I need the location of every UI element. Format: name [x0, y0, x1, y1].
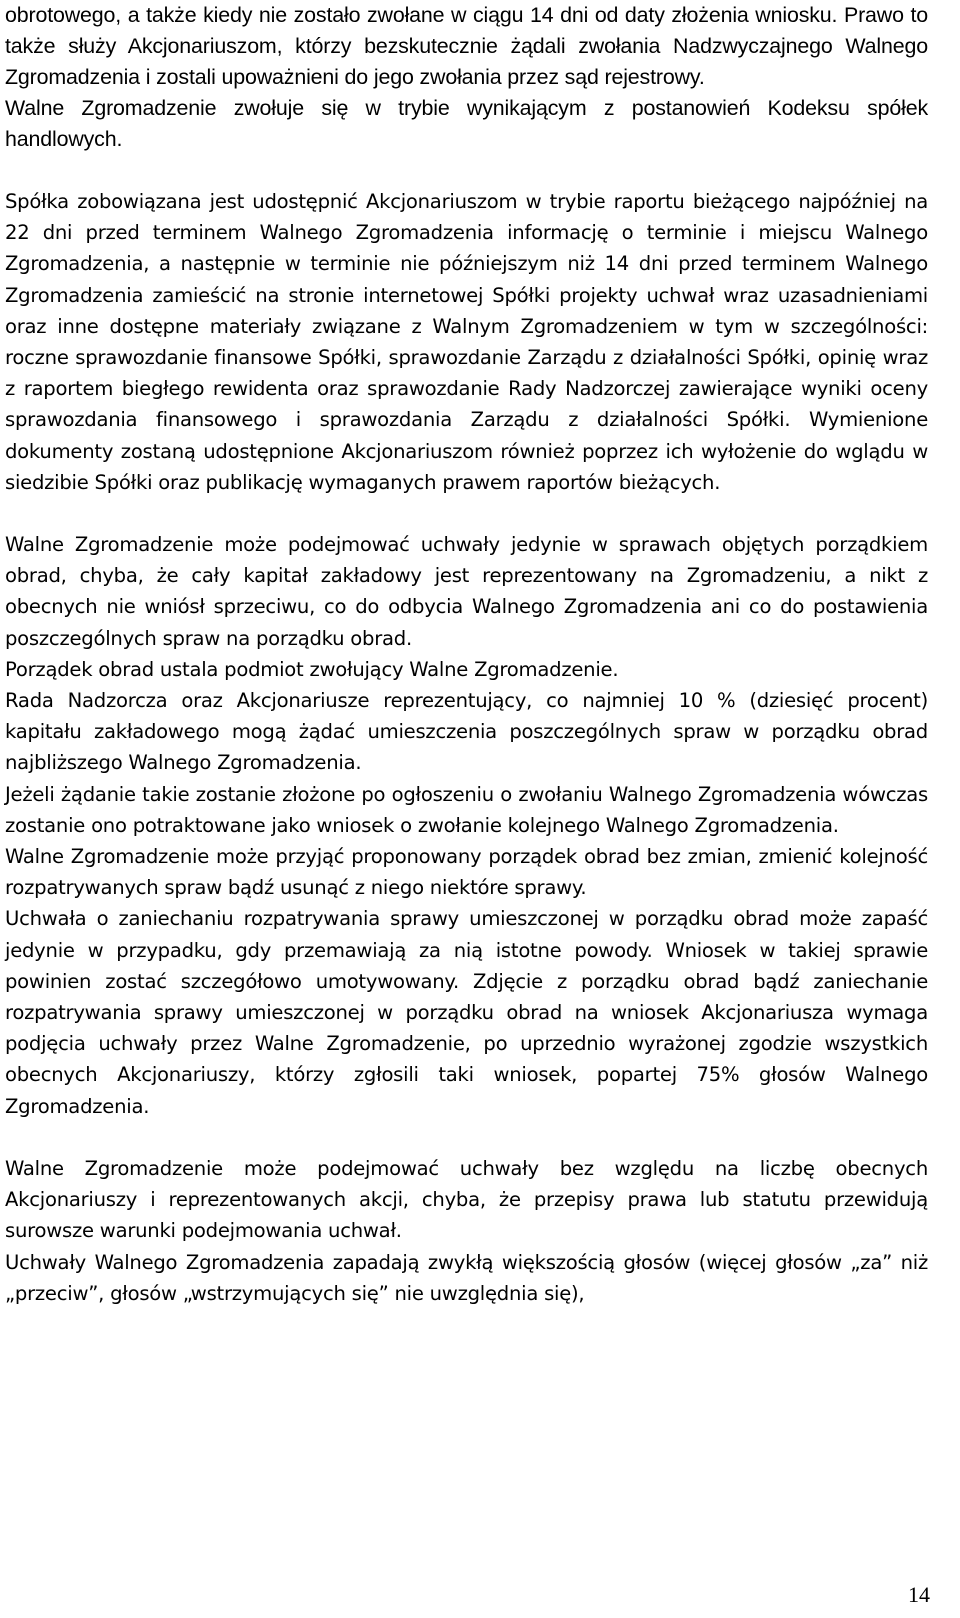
paragraph: obrotowego, a także kiedy nie zostało zwołane w ciągu 14 dni od daty złożenia wniosku. Prawo to także służy Akcjonariuszom, którzy bezskutecznie żądali zwołania Nadzwyczajnego Walnego Zgromadzenia i zostali upoważnieni do jego zwołania przez sąd rejestrowy.	[5, 3, 928, 89]
paragraph: Walne Zgromadzenie może podejmować uchwały bez względu na liczbę obecnych Akcjonariuszy i reprezentowanych akcji, chyba, że przepisy prawa lub statutu przewidują surowsze warunki podejmowania uchwał.	[5, 1156, 928, 1243]
paragraph: Walne Zgromadzenie może przyjąć proponowany porządek obrad bez zmian, zmienić kolejność rozpatrywanych spraw bądź usunąć z niego niektóre sprawy.	[5, 845, 928, 900]
paragraph-spacer	[5, 155, 928, 186]
paragraph: Walne Zgromadzenie zwołuje się w trybie wynikającym z postanowień Kodeksu spółek handlowych.	[5, 96, 928, 151]
paragraph: Walne Zgromadzenie może podejmować uchwały jedynie w sprawach objętych porządkiem obrad, chyba, że cały kapitał zakładowy jest reprezentowany na Zgromadzeniu, a nikt z obecnych nie wniósł sprzeciwu, co do odbycia Walnego Zgromadzenia ani co do postawienia poszczególnych spraw na porządku obrad.	[5, 533, 928, 650]
paragraph-spacer	[5, 1122, 928, 1153]
page-number: 14	[908, 1582, 930, 1607]
paragraph: Spółka zobowiązana jest udostępnić Akcjonariuszom w trybie raportu bieżącego najpóźniej na 22 dni przed terminem Walnego Zgromadzenia informację o terminie i miejscu Walnego Zgromadzenia, a następnie w terminie nie późniejszym niż 14 dni przed terminem Walnego Zgromadzenia zamieścić na stronie internetowej Spółki projekty uchwał wraz uzasadnieniami oraz inne dostępne materiały związane z Walnym Zgromadzeniem w tym w szczególności: roczne sprawozdanie finansowe Spółki, sprawozdanie Zarządu z działalności Spółki, opinię wraz z raportem biegłego rewidenta oraz sprawozdanie Rady Nadzorczej zawierające wyniki oceny sprawozdania finansowego i sprawozdania Zarządu z działalności Spółki. Wymienione dokumenty zostaną udostępnione Akcjonariuszom również poprzez ich wyłożenie do wglądu w siedzibie Spółki oraz publikację wymaganych prawem raportów bieżących.	[5, 190, 928, 494]
paragraph: Uchwała o zaniechaniu rozpatrywania sprawy umieszczonej w porządku obrad może zapaść jedynie w przypadku, gdy przemawiają za nią istotne powody. Wniosek w takiej sprawie powinien zostać szczegółowo umotywowany. Zdjęcie z porządku obrad bądź zaniechanie rozpatrywania sprawy umieszczonej w porządku obrad na wniosek Akcjonariusza wymaga podjęcia uchwały przez Walne Zgromadzenie, po uprzednio wyrażonej zgodzie wszystkich obecnych Akcjonariuszy, którzy zgłosili taki wniosek, popartej 75% głosów Walnego Zgromadzenia.	[5, 907, 928, 1118]
paragraph: Jeżeli żądanie takie zostanie złożone po ogłoszeniu o zwołaniu Walnego Zgromadzenia wówczas zostanie ono potraktowane jako wniosek o zwołanie kolejnego Walnego Zgromadzenia.	[5, 782, 928, 837]
paragraph-spacer	[5, 498, 928, 529]
document-page	[5, 0, 928, 1309]
paragraph: Porządek obrad ustala podmiot zwołujący Walne Zgromadzenie.	[5, 657, 619, 681]
paragraph: Rada Nadzorcza oraz Akcjonariusze reprezentujący, co najmniej 10 % (dziesięć procent) kapitału zakładowego mogą żądać umieszczenia poszczególnych spraw w porządku obrad najbliższego Walnego Zgromadzenia.	[5, 689, 928, 775]
paragraph: Uchwały Walnego Zgromadzenia zapadają zwykłą większością głosów (więcej głosów „za” niż „przeciw”, głosów „wstrzymujących się” nie uwzględnia się),	[5, 1250, 928, 1305]
